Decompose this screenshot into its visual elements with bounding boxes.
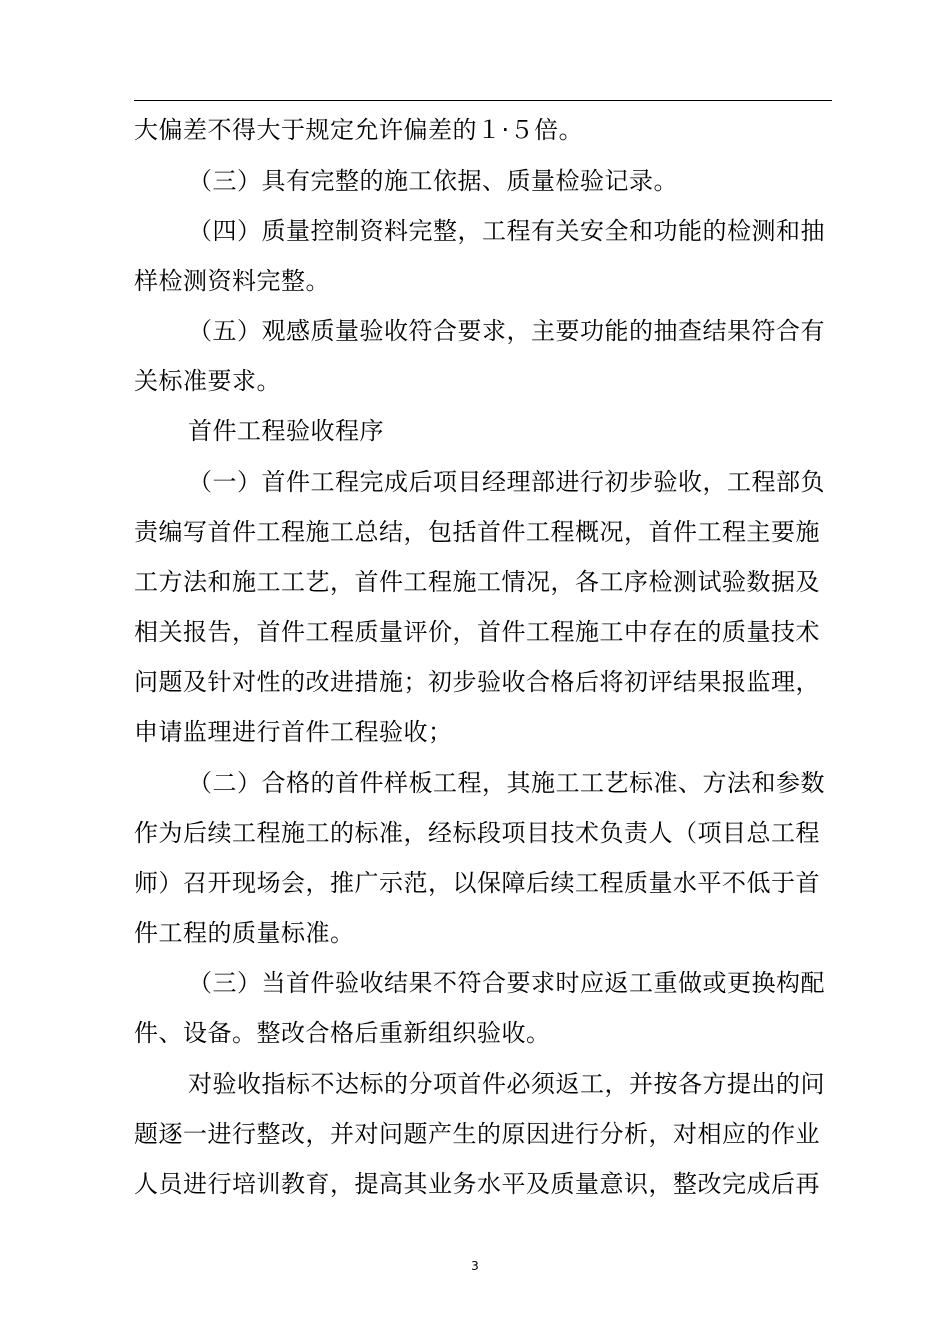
- text-line: 件工程的质量标准。: [134, 919, 355, 947]
- section-heading: 首件工程验收程序: [188, 417, 384, 445]
- header-rule: [134, 100, 832, 101]
- text-line: 责编写首件工程施工总结，包括首件工程概况，首件工程主要施: [134, 518, 820, 546]
- text-line: 申请监理进行首件工程验收；: [134, 718, 453, 746]
- text-line: 大偏差不得大于规定允许偏差的１·５倍。: [134, 116, 584, 144]
- text-line: 关标准要求。: [134, 367, 281, 395]
- text-line: 对验收指标不达标的分项首件必须返工，并按各方提出的问: [188, 1070, 825, 1098]
- text-line: （三）具有完整的施工依据、质量检验记录。: [188, 167, 678, 195]
- text-line: 样检测资料完整。: [134, 267, 330, 295]
- text-line: 题逐一进行整改，并对问题产生的原因进行分析，对相应的作业: [134, 1120, 820, 1148]
- text-line: （四）质量控制资料完整，工程有关安全和功能的检测和抽: [188, 217, 825, 245]
- text-line: （五）观感质量验收符合要求，主要功能的抽查结果符合有: [188, 317, 825, 345]
- text-line: 工方法和施工工艺，首件工程施工情况，各工序检测试验数据及: [134, 568, 820, 596]
- text-line: （二）合格的首件样板工程，其施工工艺标准、方法和参数: [188, 769, 825, 797]
- page-number: 3: [471, 1259, 479, 1273]
- text-line: 师）召开现场会，推广示范，以保障后续工程质量水平不低于首: [134, 869, 820, 897]
- text-line: 问题及针对性的改进措施；初步验收合格后将初评结果报监理，: [134, 668, 820, 696]
- text-line: 相关报告，首件工程质量评价，首件工程施工中存在的质量技术: [134, 618, 820, 646]
- text-line: 件、设备。整改合格后重新组织验收。: [134, 1019, 551, 1047]
- text-line: 人员进行培训教育，提高其业务水平及质量意识，整改完成后再: [134, 1170, 820, 1198]
- text-line: （三）当首件验收结果不符合要求时应返工重做或更换构配: [188, 969, 825, 997]
- text-line: 作为后续工程施工的标准，经标段项目技术负责人（项目总工程: [134, 819, 820, 847]
- text-line: （一）首件工程完成后项目经理部进行初步验收，工程部负: [188, 468, 825, 496]
